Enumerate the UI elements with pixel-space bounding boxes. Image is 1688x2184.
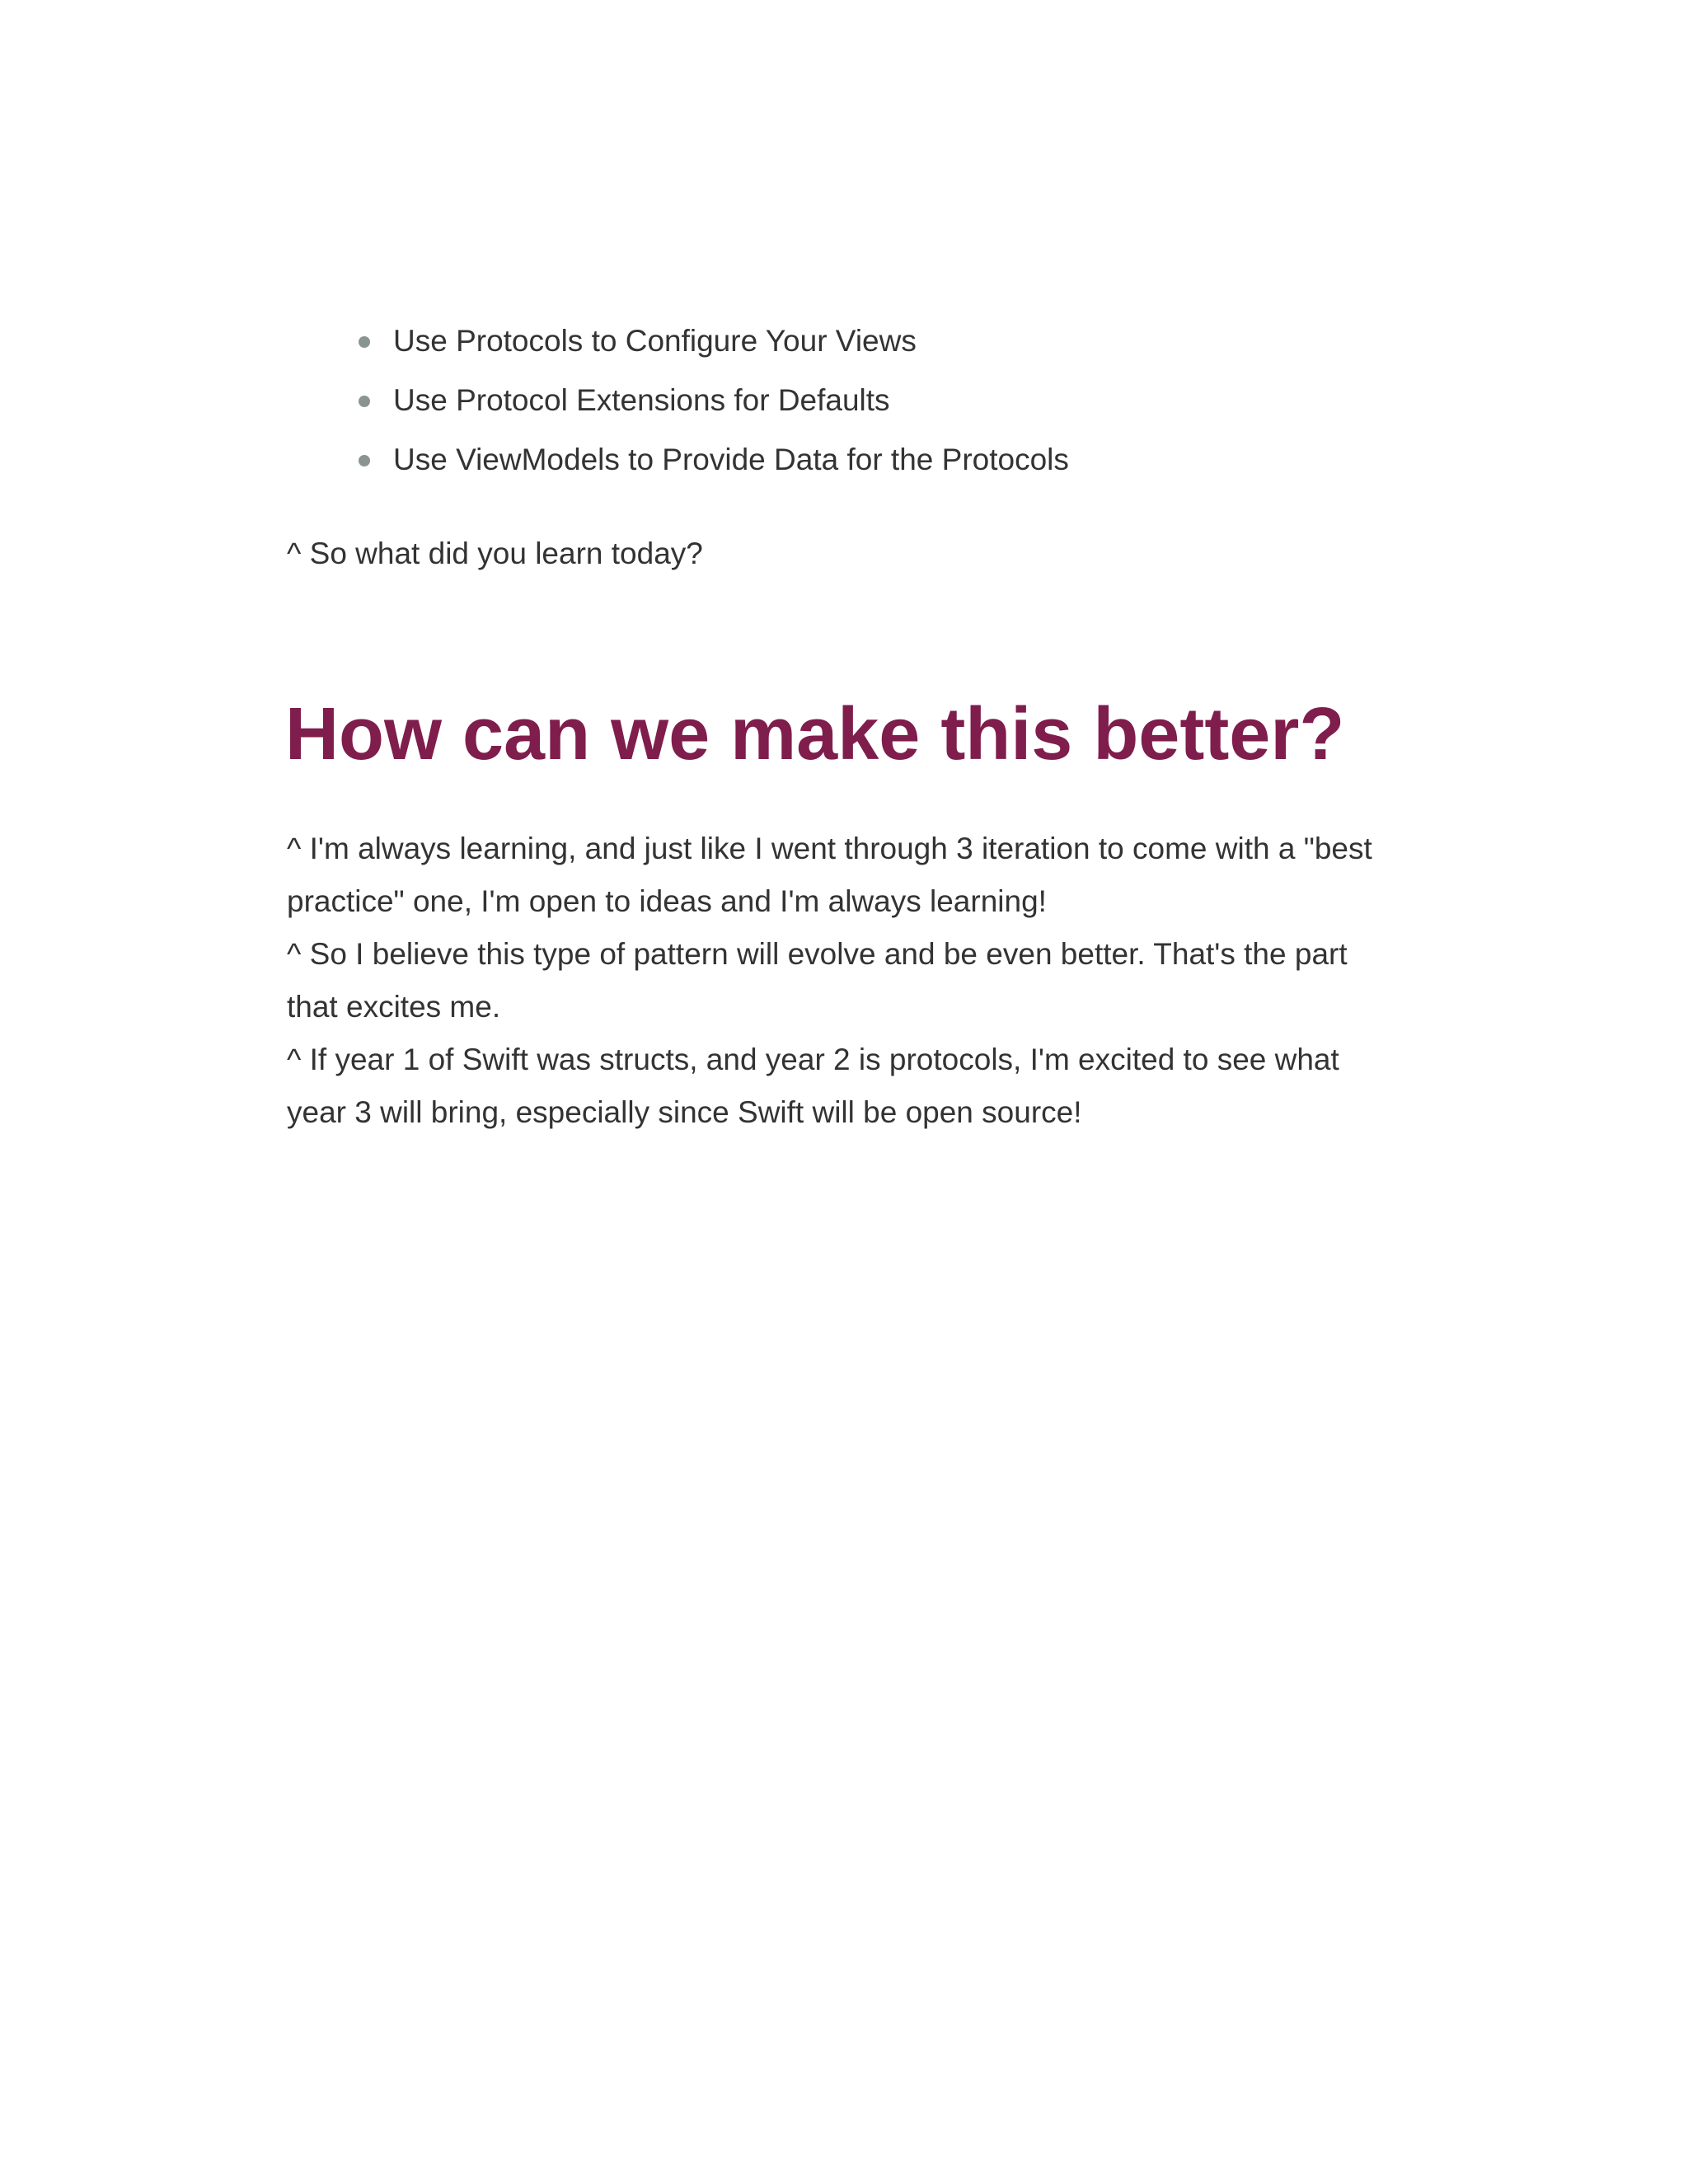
note-paragraph: ^ I'm always learning, and just like I went through 3 iteration to come with a "best practice" one, I'm open to ideas and I'm always learning! — [287, 832, 1372, 918]
list-item — [349, 312, 1069, 371]
bullet-icon — [359, 396, 370, 407]
note-paragraph: ^ So I believe this type of pattern will evolve and be even better. That's the part that excites me. — [287, 937, 1348, 1024]
speaker-notes — [287, 823, 1391, 1139]
intro-note: ^ So what did you learn today? — [287, 537, 703, 570]
list-item-text: Use ViewModels to Provide Data for the Protocols — [393, 443, 1069, 476]
takeaways-list — [349, 312, 1069, 490]
bullet-icon — [359, 336, 370, 348]
list-item-text: Use Protocol Extensions for Defaults — [393, 383, 890, 417]
list-item-text: Use Protocols to Configure Your Views — [393, 324, 917, 358]
bullet-icon — [359, 455, 370, 466]
note-paragraph: ^ If year 1 of Swift was structs, and year 2 is protocols, I'm excited to see what year 3 will bring, especially since Swift will be open source! — [287, 1043, 1339, 1129]
list-item — [349, 371, 1069, 430]
list-item — [349, 430, 1069, 490]
page-heading: How can we make this better? — [285, 693, 1345, 776]
